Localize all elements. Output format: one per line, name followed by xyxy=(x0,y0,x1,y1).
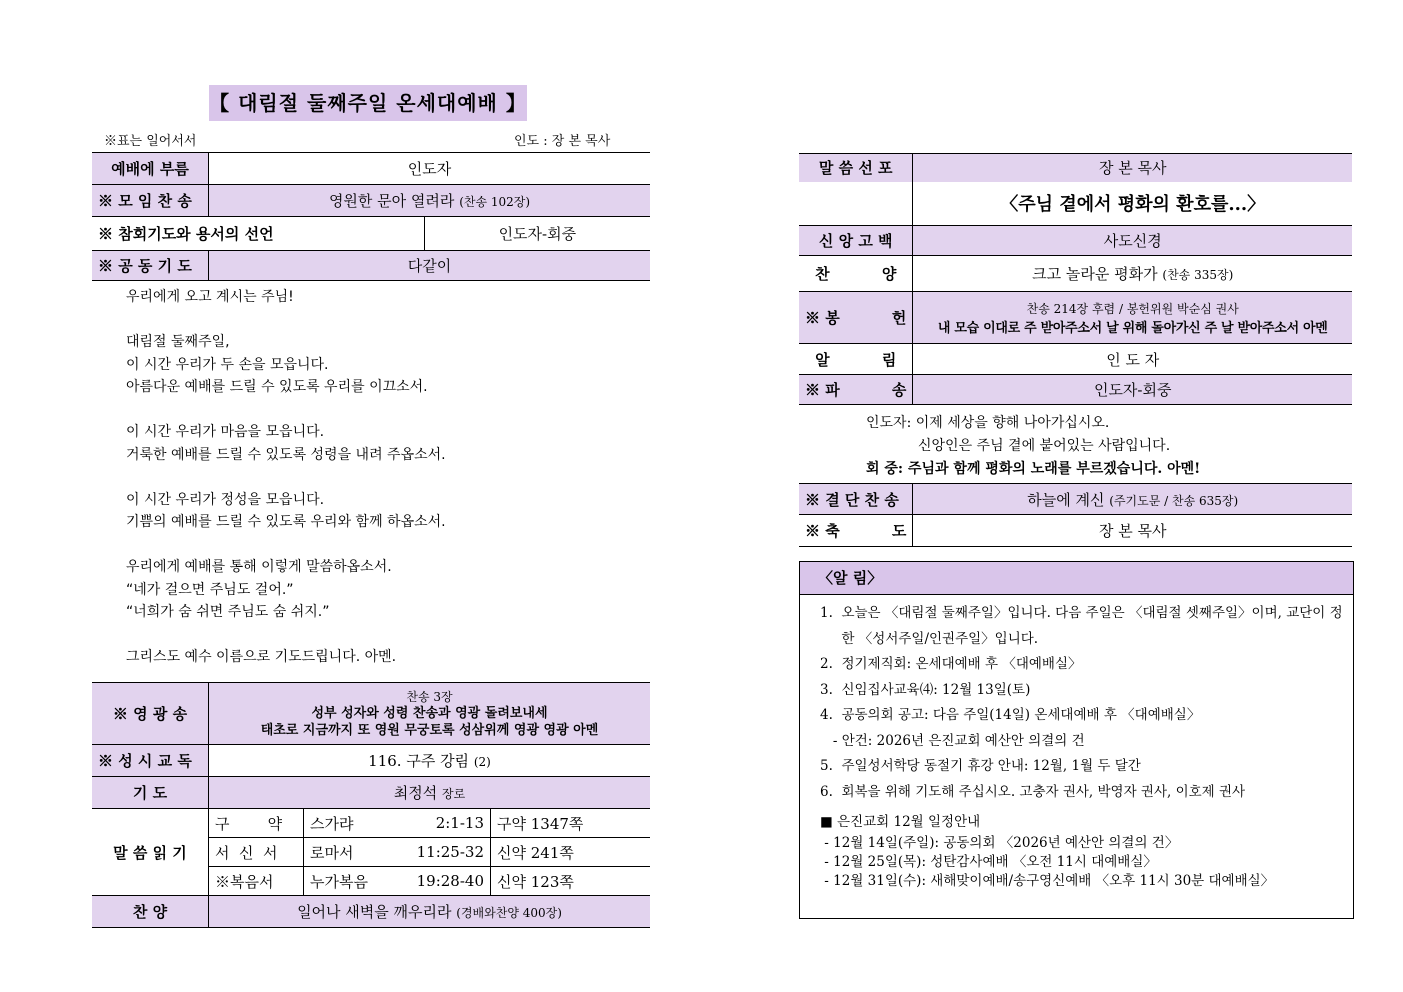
row-label: ※ 참회기도와 용서의 선언 xyxy=(98,225,274,243)
reading-book: 누가복음 xyxy=(304,867,399,896)
row-content: 사도신경 xyxy=(913,226,1352,256)
row-label: ※ 파 송 xyxy=(805,381,907,399)
row-creed xyxy=(799,226,1352,256)
row-offering xyxy=(799,292,1352,344)
common-prayer-text: 우리에게 오고 계시는 주님! 대림절 둘째주일, 이 시간 우리가 두 손을 모읍니다. 아름다운 예배를 드릴 수 있도록 우리를 이끄소서. 이 시간 우리가 마음을 모읍니다. 거룩한 예배를 드릴 수 있도록 성령을 내려 주옵소서. 이 시간 우리가 정성을 모읍니다. 기쁨의 예배를 드릴 수 있도록 우리와 함께 하옵소서. 우리에게 예배를 통해 이렇게 말씀하옵소서. “네가 걸으면 주님도 걸어.” “너희가 숨 쉬면 주님도 숨 쉬지.” 그리스도 예수 이름으로 기도드립니다. 아멘. xyxy=(126,289,446,665)
row-content: 하늘에 계신 (주기도문 / 찬송 635장) xyxy=(913,484,1352,515)
reading-row xyxy=(92,809,650,838)
row-content: 116. 구주 강림 (2) xyxy=(209,745,651,777)
row-label: 예배에 부름 xyxy=(92,153,209,185)
notices-heading: 〈알 림〉 xyxy=(800,562,1353,595)
row-content: 장 본 목사 xyxy=(913,154,1352,182)
row-responsive-reading xyxy=(92,745,650,777)
reading-ref: 19:28-40 xyxy=(416,872,484,890)
row-content: 일어나 새벽을 깨우리라 (경배와찬양 400장) xyxy=(209,896,651,928)
row-content: 최정석 장로 xyxy=(209,777,651,809)
reading-page: 신약 123쪽 xyxy=(491,867,651,896)
row-content: 영원한 문아 열려라 (찬송 102장) xyxy=(209,185,651,217)
row-common-prayer xyxy=(92,251,650,281)
row-content: 인도자-회중 xyxy=(424,217,650,251)
order-table-closing xyxy=(799,483,1352,547)
row-label: 찬 양 xyxy=(132,903,168,921)
row-label: ※ 영 광 송 xyxy=(112,705,188,723)
sermon-title: 〈주님 곁에서 평화의 환호를...〉 xyxy=(913,182,1352,226)
notice-item: 3. 신임집사교육⑷: 12월 13일(토) xyxy=(820,681,1031,698)
order-table-right xyxy=(799,153,1352,405)
reading-book: 로마서 xyxy=(304,838,399,867)
reading-book: 스가랴 xyxy=(304,809,399,838)
row-praise xyxy=(799,256,1352,292)
row-label: 기 도 xyxy=(132,784,168,802)
schedule-heading: ■ 은진교회 12월 일정안내 xyxy=(820,814,981,830)
row-content: 장 본 목사 xyxy=(913,515,1352,547)
row-label: 찬 양 xyxy=(815,265,897,283)
reading-type: 구 약 xyxy=(209,809,304,838)
row-call-to-worship xyxy=(92,153,650,185)
row-announcements xyxy=(799,344,1352,375)
row-label: 알 림 xyxy=(815,350,897,369)
row-benediction xyxy=(799,515,1352,547)
notice-item: 4. 공동의회 공고: 다음 주일(14일) 온세대예배 후 〈대예배실〉 xyxy=(820,707,1201,723)
row-label: ※ 모 임 찬 송 xyxy=(98,192,192,210)
reading-type: ※복음서 xyxy=(209,867,304,896)
row-content: 다같이 xyxy=(209,251,651,281)
notices-box xyxy=(799,561,1354,919)
leader-info: 인도 : 장 본 목사 xyxy=(514,134,611,149)
row-content: 인도자-회중 xyxy=(913,375,1352,405)
schedule-item: - 12월 14일(주일): 공동의회 〈2026년 예산안 의결의 건〉 xyxy=(820,835,1179,851)
row-label: ※ 공 동 기 도 xyxy=(98,257,192,275)
row-confession xyxy=(92,217,650,251)
notices-list xyxy=(800,601,1353,805)
row-anthem xyxy=(92,896,650,928)
order-table-top xyxy=(92,152,650,281)
row-content: 인도자 xyxy=(209,153,651,185)
row-content: 크고 놀라운 평화가 (찬송 335장) xyxy=(913,256,1352,292)
standing-note: ※표는 일어서서 xyxy=(104,134,197,149)
notice-item: 2. 정기제직회: 온세대예배 후 〈대예배실〉 xyxy=(820,656,1082,672)
sending-dialogue: 인도자: 이제 세상을 향해 나아가십시오. 신앙인은 주님 곁에 붙어있는 사람입니다. 회 중: 주님과 함께 평화의 노래를 부르겠습니다. 아멘! xyxy=(866,415,1201,477)
row-content: 인 도 자 xyxy=(913,344,1352,375)
row-gloria xyxy=(92,683,650,745)
row-label: ※ 결 단 찬 송 xyxy=(805,490,899,509)
row-closing-hymn xyxy=(799,484,1352,515)
schedule-item: - 12월 31일(수): 새해맞이예배/송구영신예배 〈오후 11시 30분 대예배실〉 xyxy=(820,873,1275,889)
row-label: 말 씀 선 포 xyxy=(818,159,893,178)
row-gathering-hymn xyxy=(92,185,650,217)
reading-type: 서 신 서 xyxy=(209,838,304,867)
notice-item: 5. 주일성서학당 동절기 휴강 안내: 12월, 1월 두 달간 xyxy=(820,758,1141,774)
schedule xyxy=(800,813,1353,891)
notice-item: 한 〈성서주일/인권주일〉입니다. xyxy=(820,630,1039,647)
row-label: ※ 성 시 교 독 xyxy=(92,745,209,777)
readings-label: 말 씀 읽 기 xyxy=(113,843,187,862)
notice-item: 6. 회복을 위해 기도해 주십시오. 고충자 권사, 박영자 권사, 이호제 권사 xyxy=(820,783,1246,800)
row-label: ※ 봉 헌 xyxy=(805,309,907,327)
reading-ref: 2:1-13 xyxy=(435,814,484,832)
page-title: 【 대림절 둘째주일 온세대예배 】 xyxy=(209,85,527,121)
row-sending xyxy=(799,375,1352,405)
row-label: ※ 축 도 xyxy=(805,522,907,540)
notice-item: 1. 오늘은 〈대림절 둘째주일〉입니다. 다음 주일은 〈대림절 셋째주일〉이며, 교단이 정 xyxy=(820,605,1343,621)
row-label: 신 앙 고 백 xyxy=(818,232,893,250)
row-sermon-title xyxy=(799,182,1352,226)
row-content: 찬송 214장 후렴 / 봉헌위원 박순심 권사 내 모습 이대로 주 받아주소서 날 위해 돌아가신 주 날 받아주소서 아멘 xyxy=(913,292,1352,344)
notice-item: - 안건: 2026년 은진교회 예산안 의결의 건 xyxy=(820,732,1085,749)
row-content: 찬송 3장 성부 성자와 성령 찬송과 영광 돌려보내세 태초로 지금까지 또 영원 무궁토록 성삼위께 영광 영광 아멘 xyxy=(209,683,651,745)
reading-page: 신약 241쪽 xyxy=(491,838,651,867)
reading-ref: 11:25-32 xyxy=(416,843,484,861)
row-prayer xyxy=(92,777,650,809)
schedule-item: - 12월 25일(목): 성탄감사예배 〈오전 11시 대예배실〉 xyxy=(820,854,1157,870)
order-table-bottom xyxy=(92,682,650,928)
reading-page: 구약 1347쪽 xyxy=(491,809,651,838)
row-sermon xyxy=(799,154,1352,182)
